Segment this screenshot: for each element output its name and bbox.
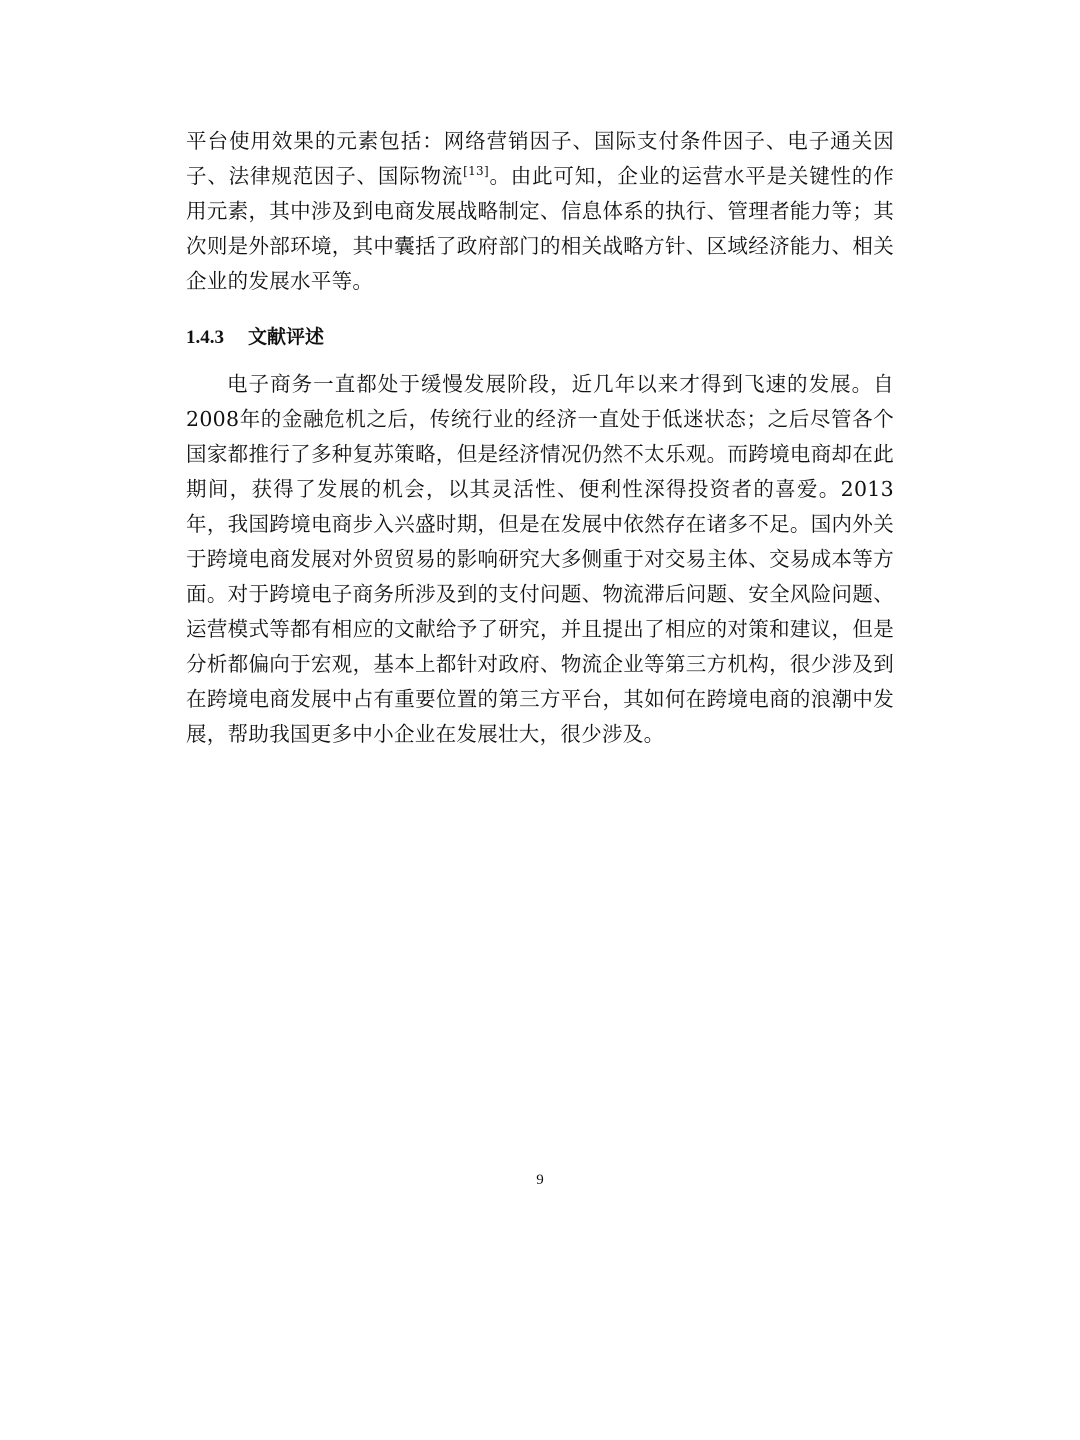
page-number: 9	[536, 1172, 544, 1188]
section-title: 文献评述	[248, 326, 325, 348]
section-number: 1.4.3	[186, 327, 224, 348]
paragraph-text-part-1: 平台使用效果的元素包括：网络营销因子、国际支付条件因子、电子通关因子、法律规范因子、国际物流	[186, 129, 894, 188]
section-heading	[186, 322, 324, 353]
body-paragraph-continued	[186, 124, 894, 299]
literature-review-paragraph: 电子商务一直都处于缓慢发展阶段，近几年以来才得到飞速的发展。自2008年的金融危机之后，传统行业的经济一直处于低迷状态；之后尽管各个国家都推行了多种复苏策略，但是经济情况仍然不太乐观。而跨境电商却在此期间，获得了发展的机会，以其灵活性、便利性深得投资者的喜爱。2013年，我国跨境电商步入兴盛时期，但是在发展中依然存在诸多不足。国内外关于跨境电商发展对外贸贸易的影响研究大多侧重于对交易主体、交易成本等方面。对于跨境电子商务所涉及到的支付问题、物流滞后问题、安全风险问题、运营模式等都有相应的文献给予了研究，并且提出了相应的对策和建议，但是分析都偏向于宏观，基本上都针对政府、物流企业等第三方机构，很少涉及到在跨境电商发展中占有重要位置的第三方平台，其如何在跨境电商的浪潮中发展，帮助我国更多中小企业在发展壮大，很少涉及。	[186, 372, 894, 746]
paragraph-text-part-2: 。由此可知，企业的运营水平是关键性的作用元素，其中涉及到电商发展战略制定、信息体系的执行、管理者能力等；其次则是外部环境，其中囊括了政府部门的相关战略方针、区域经济能力、相关企业的发展水平等。	[186, 164, 894, 293]
citation-reference: [13]	[463, 164, 489, 179]
